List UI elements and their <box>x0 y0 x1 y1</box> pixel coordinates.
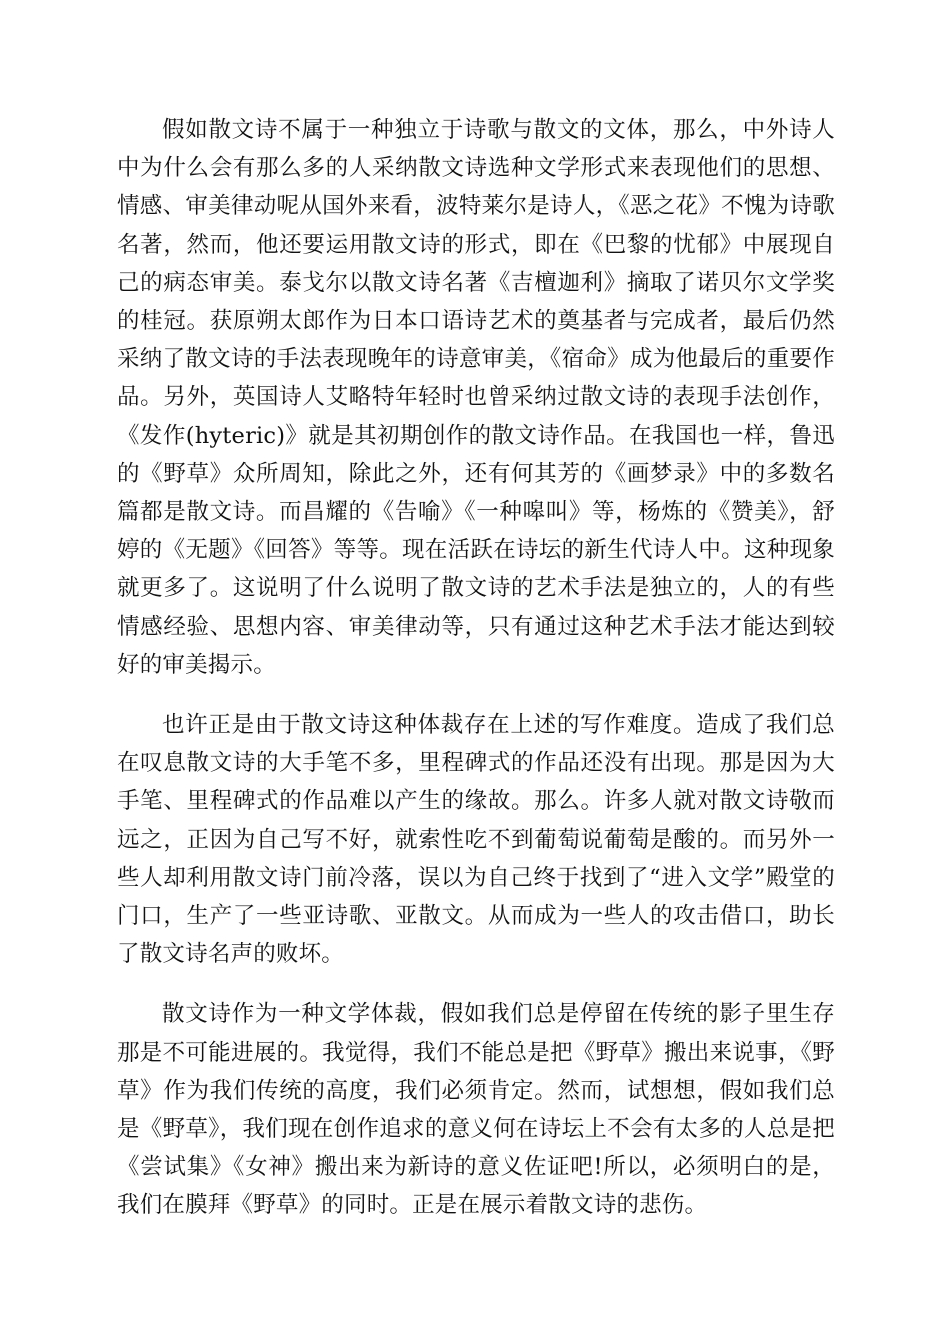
paragraph-1: 假如散文诗不属于一种独立于诗歌与散文的文体，那么，中外诗人中为什么会有那么多的人采纳散文诗选种文学形式来表现他们的思想、情感、审美律动呢从国外来看，波特莱尔是诗人，《恶之花》不愧为诗歌名著，然而，他还要运用散文诗的形式，即在《巴黎的忧郁》中展现自己的病态审美。泰戈尔以散文诗名著《吉檀迦利》摘取了诺贝尔文学奖的桂冠。获原朔太郎作为日本口语诗艺术的奠基者与完成者，最后仍然采纳了散文诗的手法表现晚年的诗意审美，《宿命》成为他最后的重要作品。另外，英国诗人艾略特年轻时也曾采纳过散文诗的表现手法创作，《发作(hyteric)》就是其初期创作的散文诗作品。在我国也一样，鲁迅的《野草》众所周知，除此之外，还有何其芳的《画梦录》中的多数名篇都是散文诗。而昌耀的《告喻》《一种嗥叫》等，杨炼的《赞美》，舒婷的《无题》《回答》等等。现在活跃在诗坛的新生代诗人中。这种现象就更多了。这说明了什么说明了散文诗的艺术手法是独立的，人的有些情感经验、思想内容、审美律动等，只有通过这种艺术手法才能达到较好的审美揭示。 <box>117 117 835 678</box>
paragraph-3: 散文诗作为一种文学体裁，假如我们总是停留在传统的影子里生存那是不可能进展的。我觉得，我们不能总是把《野草》搬出来说事，《野草》作为我们传统的高度，我们必须肯定。然而，试想想，假如我们总是《野草》，我们现在创作追求的意义何在诗坛上不会有太多的人总是把《尝试集》《女神》搬出来为新诗的意义佐证吧!所以，必须明白的是，我们在膜拜《野草》的同时。正是在展示着散文诗的悲伤。 <box>117 1001 835 1219</box>
document-body <box>117 111 835 1247</box>
paragraph-2: 也许正是由于散文诗这种体裁存在上述的写作难度。造成了我们总在叹息散文诗的大手笔不多，里程碑式的作品还没有出现。那是因为大手笔、里程碑式的作品难以产生的缘故。那么。许多人就对散文诗敬而远之，正因为自己写不好，就索性吃不到葡萄说葡萄是酸的。而另外一些人却利用散文诗门前冷落，误以为自己终于找到了“进入文学”殿堂的门口，生产了一些亚诗歌、亚散文。从而成为一些人的攻击借口，助长了散文诗名声的败坏。 <box>117 712 835 968</box>
